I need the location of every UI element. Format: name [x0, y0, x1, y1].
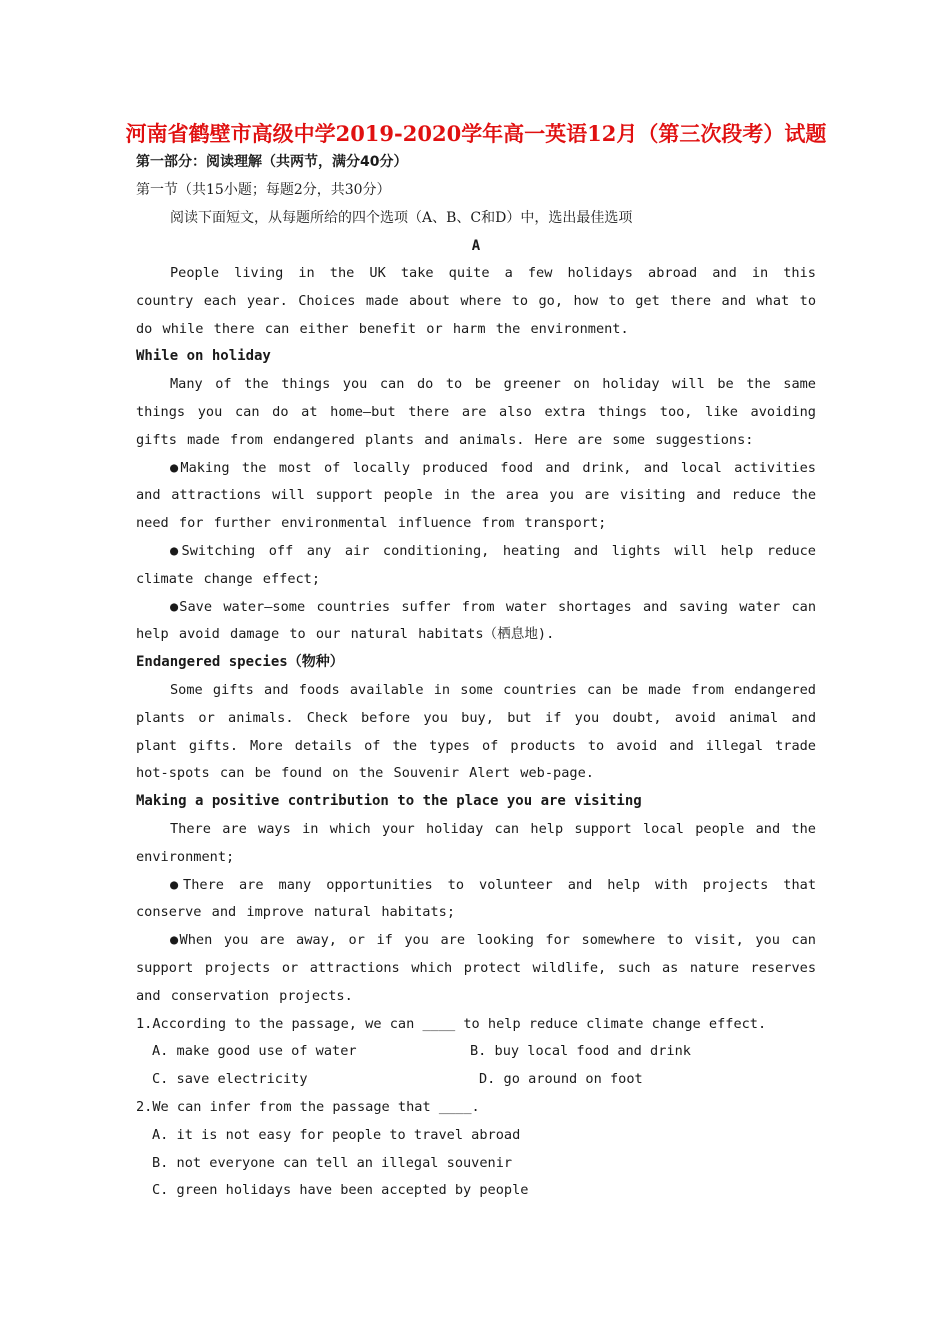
bullet-volunteer: ●There are many opportunities to volunteer and help with projects that conserve and improve natural habitats;: [136, 876, 816, 921]
question-1-option-b: B. buy local food and drink: [470, 1043, 691, 1060]
species-paragraph: Some gifts and foods available in some countries can be made from endangered plants or animals. Check before you buy, but if you doubt, avoid animal and plant gifts. More details of the types of products to avoid and illegal trade hot-spots can be found on the Souvenir Alert web-page.: [136, 681, 816, 782]
document-page: [125, 120, 827, 1205]
question-2-stem: 2.We can infer from the passage that ____.: [136, 1098, 480, 1115]
document-title: 河南省鹤壁市高级中学2019-2020学年高一英语12月（第三次段考）试题: [125, 121, 827, 146]
question-2-option-b: B. not everyone can tell an illegal souvenir: [152, 1154, 513, 1171]
instruction-text: 阅读下面短文，从每题所给的四个选项（A、B、C和D）中，选出最佳选项: [170, 210, 633, 226]
bullet-local-food: ●Making the most of locally produced food and drink, and local activities and attractions will support people in the area you are visiting and reduce the need for further environmental influence from transport;: [136, 459, 816, 532]
question-1-options-row-1: [136, 1038, 816, 1066]
bullet-save-water: ●Save water—some countries suffer from water shortages and saving water can help avoid damage to our natural habitats（栖息地).: [136, 598, 816, 643]
heading-while-on-holiday: While on holiday: [136, 348, 271, 365]
contribution-paragraph: There are ways in which your holiday can help support local people and the environment;: [136, 820, 816, 865]
question-2-option-a: A. it is not easy for people to travel abroad: [152, 1126, 521, 1143]
question-1-option-a: A. make good use of water: [152, 1043, 357, 1060]
part-heading: 第一部分：阅读理解（共两节，满分40分）: [136, 154, 408, 170]
question-1-stem: 1.According to the passage, we can ____ to help reduce climate change effect.: [136, 1015, 767, 1032]
heading-endangered-species: Endangered species（物种）: [136, 654, 344, 671]
question-1-option-c: C. save electricity: [152, 1071, 308, 1088]
bullet-switch-off: ●Switching off any air conditioning, heating and lights will help reduce climate change effect;: [136, 542, 816, 587]
bullet-support-projects: ●When you are away, or if you are looking for somewhere to visit, you can support projects or attractions which protect wildlife, such as nature reserves and conservation projects.: [136, 932, 816, 1004]
section-heading: 第一节（共15小题；每题2分，共30分）: [136, 182, 391, 198]
passage-letter: A: [471, 238, 481, 254]
intro-paragraph: People living in the UK take quite a few holidays abroad and in this country each year. Choices made about where to go, how to get there and what to do while there can either benefit or harm the environment.: [136, 265, 816, 337]
while-paragraph: Many of the things you can do to be greener on holiday will be the same things you can do at home—but there are also extra things too, like avoiding gifts made from endangered plants and animals. Here are some suggestions:: [136, 376, 816, 448]
question-1-options-row-2: [136, 1066, 816, 1094]
question-1-option-d: D. go around on foot: [479, 1071, 643, 1088]
question-2-option-c: C. green holidays have been accepted by people: [152, 1182, 529, 1199]
heading-positive-contribution: Making a positive contribution to the place you are visiting: [136, 793, 642, 810]
